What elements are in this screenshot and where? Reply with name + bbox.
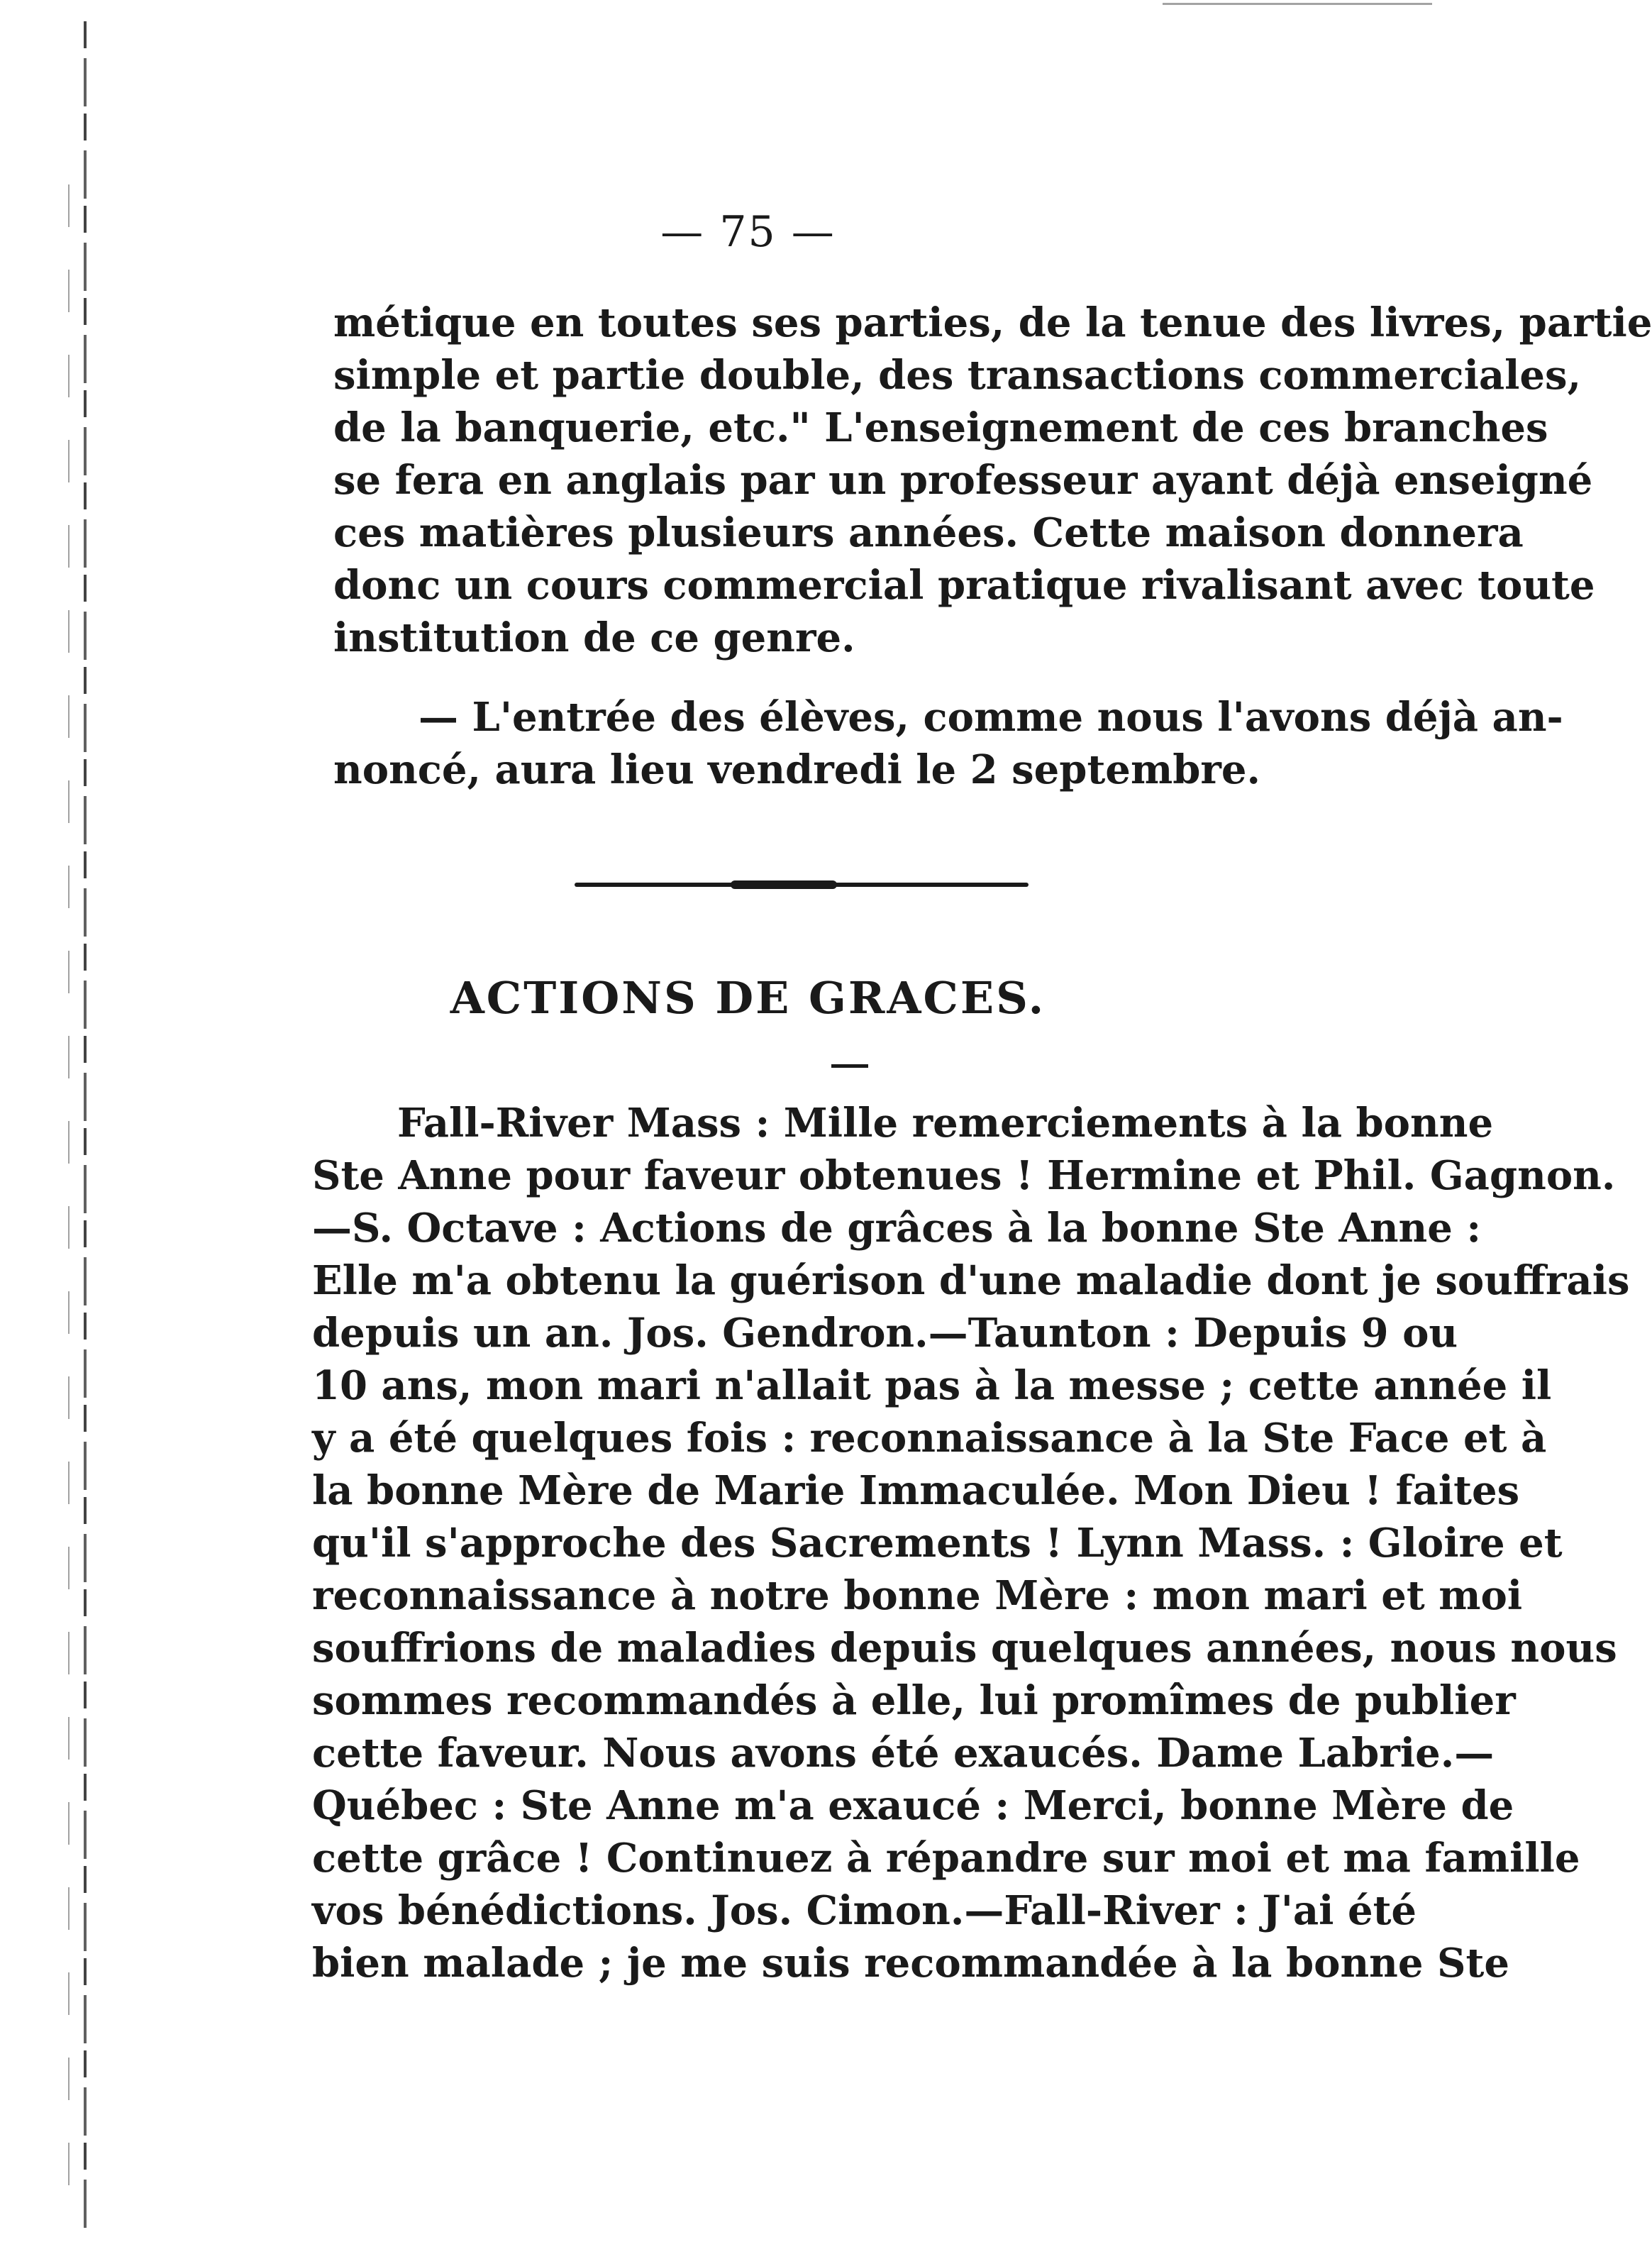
section-divider-rule	[575, 883, 1029, 887]
binding-edge-line	[84, 21, 87, 2235]
section-heading: ACTIONS DE GRACES.	[450, 972, 1046, 1024]
binding-edge-shadow	[68, 184, 70, 2228]
text-line: Ste Anne pour faveur obtenues ! Hermine et Phil. Gagnon.	[312, 1152, 1616, 1199]
text-line: depuis un an. Jos. Gendron.—Taunton : Depuis 9 ou	[312, 1310, 1458, 1357]
text-line: bien malade ; je me suis recommandée à la bonne Ste	[312, 1940, 1509, 1987]
text-line: se fera en anglais par un professeur ayant déjà enseigné	[333, 457, 1593, 504]
announcement-paragraph	[333, 691, 1563, 796]
text-line: —S. Octave : Actions de grâces à la bonne Ste Anne :	[312, 1205, 1482, 1252]
text-line: ces matières plusieurs années. Cette maison donnera	[333, 509, 1524, 556]
heading-dash	[831, 1064, 868, 1068]
text-line: souffrions de maladies depuis quelques années, nous nous	[312, 1625, 1617, 1672]
text-line: Québec : Ste Anne m'a exaucé : Merci, bonne Mère de	[312, 1782, 1514, 1829]
text-line: qu'il s'approche des Sacrements ! Lynn Mass. : Gloire et	[312, 1520, 1563, 1567]
text-line: cette grâce ! Continuez à répandre sur moi et ma famille	[312, 1835, 1580, 1882]
text-line: donc un cours commercial pratique rivalisant avec toute	[333, 562, 1595, 609]
text-line: cette faveur. Nous avons été exaucés. Dame Labrie.—	[312, 1730, 1495, 1777]
text-line: reconnaissance à notre bonne Mère : mon mari et moi	[312, 1572, 1523, 1619]
text-line: de la banquerie, etc." L'enseignement de ces branches	[333, 404, 1548, 451]
page-number: — 75 —	[660, 207, 836, 257]
text-line: Elle m'a obtenu la guérison d'une maladie dont je souffrais	[312, 1257, 1630, 1304]
text-line: — L'entrée des élèves, comme nous l'avons déjà an-	[418, 694, 1563, 741]
scan-artifact-top	[1163, 3, 1432, 5]
text-line: simple et partie double, des transactions commerciales,	[333, 352, 1582, 399]
text-line: Fall-River Mass : Mille remerciements à la bonne	[397, 1100, 1494, 1147]
text-line: vos bénédictions. Jos. Cimon.—Fall-River : J'ai été	[312, 1887, 1417, 1934]
text-line: y a été quelques fois : reconnaissance à la Ste Face et à	[312, 1415, 1547, 1462]
text-line: 10 ans, mon mari n'allait pas à la messe ; cette année il	[312, 1362, 1552, 1409]
top-paragraph	[333, 297, 1652, 664]
text-line: métique en toutes ses parties, de la tenue des livres, partie	[333, 299, 1652, 346]
text-line: noncé, aura lieu vendredi le 2 septembre.	[333, 746, 1260, 793]
text-line: institution de ce genre.	[333, 614, 855, 661]
text-line: la bonne Mère de Marie Immaculée. Mon Dieu ! faites	[312, 1467, 1520, 1514]
text-line: sommes recommandés à elle, lui promîmes de publier	[312, 1677, 1516, 1724]
graces-paragraph	[312, 1097, 1630, 1989]
